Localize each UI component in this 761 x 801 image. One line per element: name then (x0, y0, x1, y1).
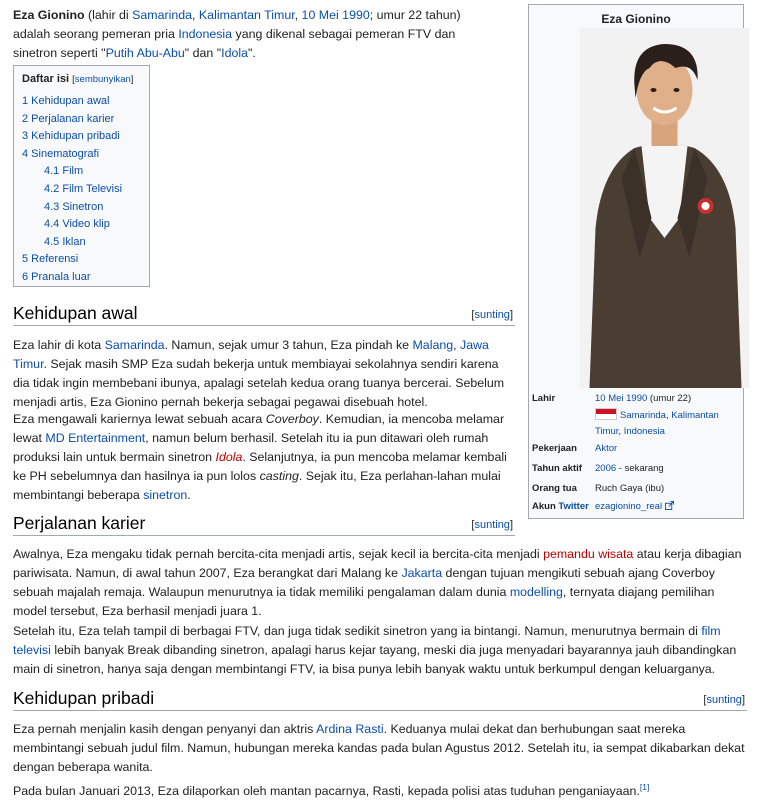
section-title: Perjalanan karier (13, 513, 146, 533)
paragraph-perjalanan-karier-2: Setelah itu, Eza telah tampil di berbagai FTV, dan juga tidak sedikit sinetron yang ia bintangi. Namun, menurutnya bermain di film televisi lebih banyak Break dibanding sinetron, apalagi harus kejar tayang, meski dia juga menyadari bayarannya jauh dibandingkan main di sinetron, hanya saja dengan membintangi FTV, ia bisa punya lebih banyak waktu untuk berkumpul dengan keluarganya. (13, 624, 737, 676)
occupation-value (595, 441, 741, 458)
link-2006[interactable]: 2006 (595, 463, 617, 474)
paragraph-kehidupan-pribadi-1: Eza pernah menjalin kasih dengan penyanyi dan aktris Ardina Rasti. Keduanya mulai dekat dan berhubungan saat mereka membintangi sebuah judul film. Namun, hubungan mereka kandas pada bulan Agustus 2012. Setelah itu, ia sempat dikabarkan dekat dengan beberapa wanita. (13, 722, 745, 774)
toc-item-perjalanan-karier[interactable]: 2 Perjalanan karier (22, 112, 115, 125)
section-heading-kehidupan-awal (13, 299, 515, 326)
section-heading-perjalanan-karier (13, 509, 515, 536)
portrait-photo[interactable] (563, 28, 761, 388)
external-link-icon (665, 501, 674, 510)
link-samarinda-city[interactable]: Samarinda (104, 338, 165, 352)
toc-item-sinetron[interactable]: 4.3 Sinetron (44, 200, 104, 213)
toc-item-pranala-luar[interactable]: 6 Pranala luar (22, 270, 91, 283)
account-label: Akun Twitter (532, 501, 589, 512)
toc-item-sinematografi[interactable]: 4 Sinematografi (22, 147, 100, 160)
table-of-contents (13, 65, 150, 287)
link-birth-date[interactable]: 10 Mei 1990 (301, 8, 370, 22)
link-born-province[interactable]: Kalimantan Timur (595, 409, 719, 437)
intro-paragraph: Eza Gionino (lahir di Samarinda, Kalimantan Timur, 10 Mei 1990; umur 22 tahun) adalah seorang pemeran pria Indonesia yang dikenal sebagai pemeran FTV dan sinetron seperti "Putih Abu-Abu" dan "Idola". (13, 8, 461, 60)
toc-item-film[interactable]: 4.1 Film (44, 165, 84, 178)
link-film-televisi[interactable]: film televisi (13, 624, 721, 657)
infobox (528, 4, 744, 519)
toc-toggle[interactable]: [sembunyikan] (72, 74, 134, 85)
edit-section-button[interactable]: [sunting] (703, 694, 745, 706)
occupation-label: Pekerjaan (532, 443, 577, 454)
link-md-entertainment[interactable]: MD Entertainment (45, 431, 146, 445)
paragraph-kehidupan-awal-2: Eza mengawali kariernya lewat sebuah acara Coverboy. Kemudian, ia mencoba melamar lewat MD Entertainment, namun belum berhasil. Setelah itu ia pun ditawari oleh rumah produksi lain untuk bermain sinetron Idola. Selanjutnya, ia pun mencoba melamar kembali ke PH sebelumnya dan hasilnya ia pun lolos casting. Sejak itu, Eza perlahan-lahan mulai membintangi beberapa sinetron. (13, 412, 507, 502)
born-value: 10 Mei 1990 (umur 22) Samarinda, Kalimantan Timur, Indonesia (595, 393, 719, 437)
toc-title: Daftar isi (22, 73, 70, 85)
link-ardina-rasti[interactable]: Ardina Rasti (316, 722, 384, 736)
link-sinetron[interactable]: sinetron (143, 488, 188, 502)
link-twitter[interactable]: Twitter (558, 501, 589, 512)
article-subject: Eza Gionino (13, 8, 85, 22)
link-aktor[interactable]: Aktor (595, 443, 618, 454)
parents-value: Ruch Gaya (ibu) (595, 483, 665, 494)
indonesia-flag-icon (595, 408, 617, 420)
link-modelling[interactable]: modelling (509, 585, 563, 599)
link-jakarta[interactable]: Jakarta (401, 566, 443, 580)
link-pemandu-wisata[interactable]: pemandu wisata (543, 547, 634, 561)
link-indonesia[interactable]: Indonesia (178, 27, 233, 41)
parents-label: Orang tua (532, 483, 577, 494)
link-kalimantan-timur[interactable]: Kalimantan Timur (198, 8, 295, 22)
section-title: Kehidupan awal (13, 303, 138, 323)
active-years-value: 2006 - sekarang (595, 463, 664, 474)
link-idola[interactable]: Idola (221, 46, 249, 60)
link-putih-abu-abu[interactable]: Putih Abu-Abu (105, 46, 185, 60)
link-twitter-handle[interactable]: ezagionino_real (595, 501, 663, 512)
active-years-label: Tahun aktif (532, 463, 582, 474)
paragraph-kehidupan-awal-1: Eza lahir di kota Samarinda. Namun, sejak umur 3 tahun, Eza pindah ke Malang, Jawa Timur. Sejak masih SMP Eza sudah bekerja untuk membiayai sekolahnya sendiri karena dia tidak ingin membebani ibunya, apalagi setelah kedua orang tuanya bercerai. Sebelum menjadi artis, Eza Gionino pernah bekerja sebagai pegawai disebuah hotel. (13, 338, 505, 409)
reference-link-1[interactable]: [1] (639, 782, 650, 792)
edit-section-button[interactable]: [sunting] (471, 309, 513, 321)
section-title: Kehidupan pribadi (13, 688, 155, 708)
toc-header (22, 73, 141, 85)
link-born-country[interactable]: Indonesia (623, 426, 665, 437)
infobox-title: Eza Gionino (601, 12, 671, 26)
toc-list (22, 93, 141, 287)
toc-item-iklan[interactable]: 4.5 Iklan (44, 235, 86, 248)
link-samarinda[interactable]: Samarinda (132, 8, 193, 22)
toc-item-video-klip[interactable]: 4.4 Video klip (44, 218, 110, 231)
toc-item-kehidupan-pribadi[interactable]: 3 Kehidupan pribadi (22, 130, 120, 143)
link-jawa-timur[interactable]: Jawa Timur (13, 338, 489, 371)
section-heading-kehidupan-pribadi (13, 684, 747, 711)
toc-item-kehidupan-awal[interactable]: 1 Kehidupan awal (22, 95, 110, 107)
paragraph-kehidupan-pribadi-2: Pada bulan Januari 2013, Eza dilaporkan oleh mantan pacarnya, Rasti, kepada polisi atas tuduhan penganiayaan.[1] (13, 782, 650, 799)
toc-item-film-televisi[interactable]: 4.2 Film Televisi (44, 182, 123, 195)
link-idola-sinetron[interactable]: Idola (215, 450, 243, 464)
link-malang[interactable]: Malang (412, 338, 454, 352)
paragraph-perjalanan-karier-1: Awalnya, Eza mengaku tidak pernah bercita-cita menjadi artis, sejak kecil ia bercita-cita menjadi pemandu wisata atau kerja dibagian pariwisata. Namun, di awal tahun 2007, Eza berangkat dari Malang ke Jakarta dengan tujuan mengikuti sebuah ajang Coverboy sebuah majalah remaja. Walaupun menurutnya ia tidak memiliki pengalaman dalam dunia modelling, ternyata diajang pemilihan model tersebut, Eza berhasil menjadi juara 1. (13, 547, 742, 618)
toc-item-referensi[interactable]: 5 Referensi (22, 253, 79, 266)
link-born-city[interactable]: Samarinda (620, 409, 666, 421)
toc-hide-link[interactable]: sembunyikan (74, 74, 131, 85)
account-value (595, 499, 741, 516)
edit-section-button[interactable]: [sunting] (471, 519, 513, 531)
born-label: Lahir (532, 393, 556, 404)
link-born-date[interactable]: 10 Mei 1990 (595, 393, 648, 404)
